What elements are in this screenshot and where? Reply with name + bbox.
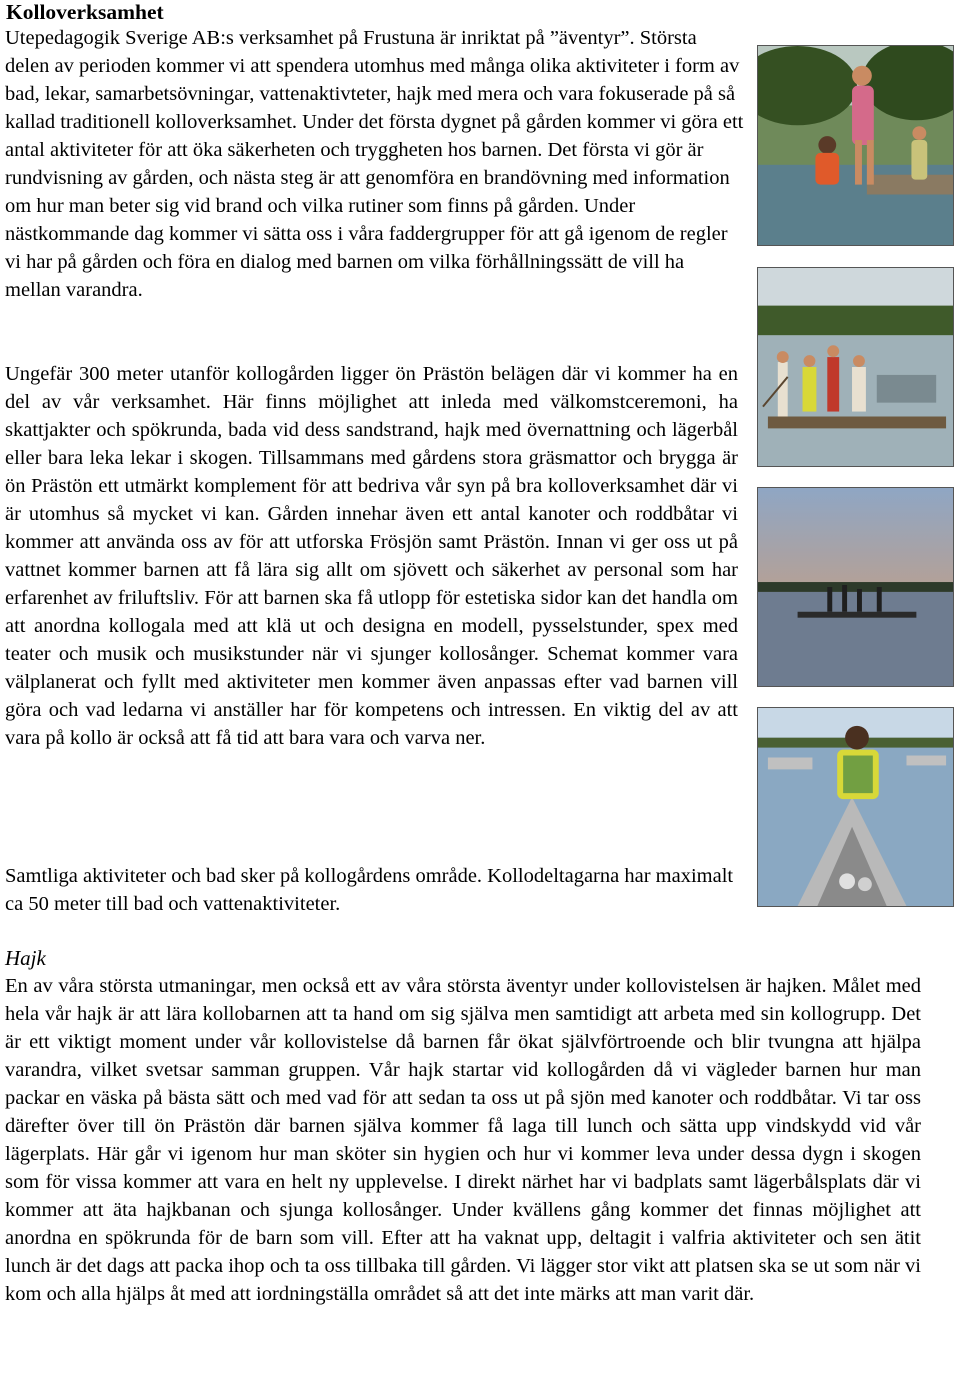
photo-canoe-paddler [757,707,954,907]
prastön-paragraph: Ungefär 300 meter utanför kollogården ligger ön Prästön belägen där vi kommer ha en del av vår verksamhet. Här finns möjlighet att inleda med välkomstceremoni, ha skattjakter och spökrunda, bada vid dess sandstrand, hajk med övernattning och lägerbål eller bara leka lekar i skogen. Tillsammans med gårdens stora gräsmattor och brygga är ön Prästön ett utmärkt komplement för att bedriva vår syn på bra kolloverksamhet där vi är utomhus så mycket vi kan. Gården innehar även ett antal kanoter och roddbåtar vi kommer att använda oss av för att utforska Frösjön samt Prästön. Innan vi ger oss ut på vattnet kommer barnen att få lära sig allt om sjövett och säkerhet av personal som har erfarenhet av friluftsliv. För att barnen ska få utlopp för estetiska sidor kan det handla om att anordna kollogala med att klä ut och designa en modell, pysselstunder, spex med teater och musik och musikstunder när vi sjunger kollosånger. Schemat kommer vara välplanerat och fyllt med aktiviteter men kommer även anpassas efter vad barnen vill göra och vad ledarna vi anställer har för kompetens och intressen. En viktig del av att vara på kollo är också att få tid att bara vara och varva ner. [5,363,738,749]
photo-children-jumping [757,45,954,246]
section-heading: Kolloverksamhet [6,0,164,24]
intro-paragraph: Utepedagogik Sverige AB:s verksamhet på Frustuna är inriktat på ”äventyr”. Största delen av perioden kommer vi att spendera utomhus med många olika aktiviteter i form av bad, lekar, samarbetsövningar, vattenaktivteter, hajk med mera och vara fokuserade på så kallad traditionell kolloverksamhet. Under det första dygnet på gården kommer vi göra ett antal aktiviteter för att öka säkerheten och tryggheten hos barnen. Det första vi gör är rundvisning av gården, och nästa steg är att genomföra en brandövning med information om hur man beter sig vid brand och vilka rutiner som finns på gården. Under nästkommande dag kommer vi sätta oss i våra faddergrupper för att gå igenom de regler vi har på gården och föra en dialog med barnen om vilka förhållningssätt de vill ha mellan varandra. [5,27,744,301]
photo-evening-lake [757,487,954,687]
safety-paragraph: Samtliga aktiviteter och bad sker på kollogårdens område. Kollodeltagarna har maximalt ca 50 meter till bad och vattenaktiviteter. [5,865,734,915]
hajk-subheading: Hajk [5,946,46,970]
photo-raft-on-lake [757,267,954,467]
hajk-paragraph: En av våra största utmaningar, men också ett av våra största äventyr under kollovistelsen är hajken. Målet med hela vår hajk är att lära kollobarnen att ta hand om sig själva men samtidigt att arbeta med sin kollogrupp. Det är ett viktigt moment under vår kollovistelse då barnen får ökat självförtroende och blir tvungna att hjälpa varandra, vilket svetsar samman gruppen. Vår hajk startar vid kollogården då vi vägleder barnen hur man packar en väska på bästa sätt och med vad för att sedan ta oss ut på sjön med kanoter och roddbåtar. Vi tar oss därefter över till ön Prästön där barnen själva kommer få laga till lunch och sätta upp vindskydd vid vår lägerplats. Här går vi igenom hur man sköter sin hygien och hur vi kommer leva under dessa dygn i skogen som för vissa kommer att vara en helt ny upplevelse. I direkt närhet har vi badplats samt lägerbålsplats där vi kommer att äta hajkbanan och sjunga kollosånger. Under kvällens gång kommer det finnas möjlighet att anordna en spökrunda för de barn som vill. Efter att ha vaknat upp, deltagit i valfria aktiviteter och sen ätit lunch är det dags att packa ihop och ta oss tillbaka till gården. Vi lägger stor vikt att platsen ska se ut som när vi kom och alla hjälps åt med att iordningställa området så att det inte märks att man varit där. [5,975,921,1305]
